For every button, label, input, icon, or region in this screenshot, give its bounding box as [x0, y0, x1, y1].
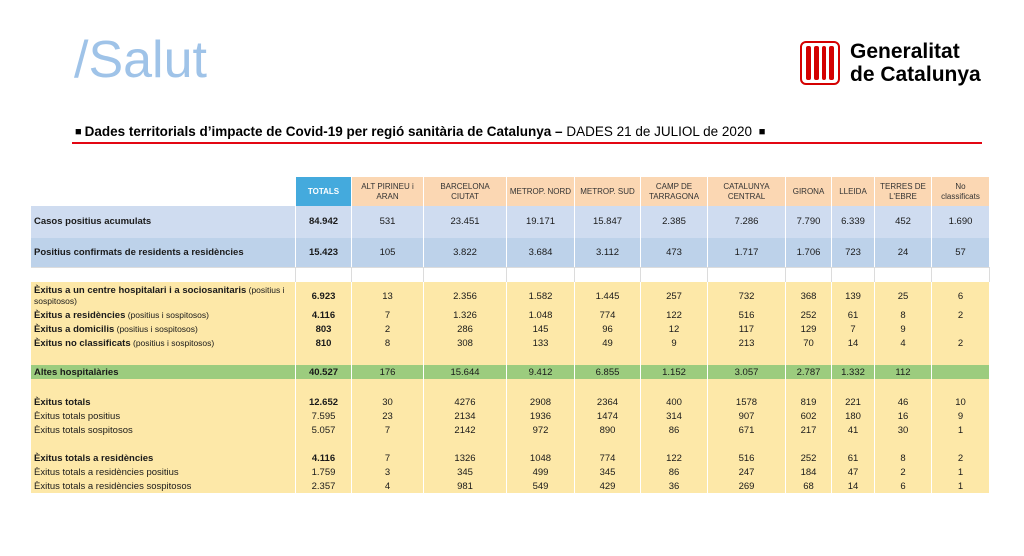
row-value: 1.717 — [708, 238, 786, 267]
table-row-exitus-res — [31, 308, 990, 322]
row-label — [31, 308, 296, 322]
spacer-cell — [832, 350, 875, 365]
salut-logo-text: /Salut — [74, 31, 207, 89]
row-label-text: Altes hospitalàries — [34, 366, 119, 378]
row-value: 1936 — [507, 409, 575, 423]
row-total: 810 — [296, 336, 352, 350]
row-value: 9 — [932, 409, 990, 423]
spacer-cell — [641, 350, 708, 365]
row-value: 9 — [875, 322, 932, 336]
row-value: 1.445 — [575, 284, 641, 308]
row-value: 176 — [352, 365, 424, 379]
row-value: 499 — [507, 465, 575, 479]
row-value: 105 — [352, 238, 424, 267]
row-label — [31, 479, 296, 493]
spacer-cell — [708, 379, 786, 395]
row-label-note: (positius i sospitosos) — [34, 285, 285, 306]
row-value: 1326 — [424, 451, 507, 465]
row-value: 2 — [875, 465, 932, 479]
spacer-cell — [832, 379, 875, 395]
spacer-cell — [786, 437, 832, 451]
row-value: 3.684 — [507, 238, 575, 267]
row-label — [31, 423, 296, 437]
row-value: 516 — [708, 308, 786, 322]
header-label-cell — [31, 177, 296, 206]
header-region-7 — [786, 177, 832, 206]
row-value: 2 — [932, 451, 990, 465]
row-total: 40.527 — [296, 365, 352, 379]
table-row-exitus-tot-pos — [31, 409, 990, 423]
header-region-10 — [932, 177, 990, 206]
spacer-cell — [875, 350, 932, 365]
row-value: 4 — [352, 479, 424, 493]
spacer-cell — [424, 350, 507, 365]
spacer-cell — [575, 350, 641, 365]
row-label-text: Èxitus no classificats — [34, 337, 131, 349]
row-value: 269 — [708, 479, 786, 493]
row-value: 184 — [786, 465, 832, 479]
row-label — [31, 284, 296, 308]
spacer-cell — [575, 437, 641, 451]
table-row-altes — [31, 365, 990, 379]
header-region-line: L'EBRE — [889, 191, 917, 201]
row-value: 6.855 — [575, 365, 641, 379]
header-region-line: LLEIDA — [839, 186, 867, 196]
header-region-4 — [575, 177, 641, 206]
spacer-cell — [575, 379, 641, 395]
row-value: 2 — [932, 336, 990, 350]
row-total: 4.116 — [296, 308, 352, 322]
table-row-casos — [31, 206, 990, 236]
header-region-9 — [875, 177, 932, 206]
row-total: 12.652 — [296, 395, 352, 409]
row-value: 252 — [786, 451, 832, 465]
row-label-text: Èxitus totals a residències sospitosos — [34, 480, 192, 492]
row-value: 12 — [641, 322, 708, 336]
row-value: 2142 — [424, 423, 507, 437]
spacer-cell — [31, 437, 296, 451]
row-value: 1 — [932, 423, 990, 437]
row-total: 84.942 — [296, 206, 352, 236]
row-value: 252 — [786, 308, 832, 322]
row-label — [31, 238, 296, 267]
spacer-cell — [296, 350, 352, 365]
row-label — [31, 395, 296, 409]
row-value: 732 — [708, 284, 786, 308]
row-value: 368 — [786, 284, 832, 308]
row-value: 41 — [832, 423, 875, 437]
row-value: 819 — [786, 395, 832, 409]
spacer-cell — [875, 437, 932, 451]
row-value: 3.112 — [575, 238, 641, 267]
row-value: 4276 — [424, 395, 507, 409]
spacer-cell — [932, 267, 990, 282]
spacer-cell — [352, 379, 424, 395]
row-value: 345 — [575, 465, 641, 479]
row-value: 8 — [352, 336, 424, 350]
spacer-cell — [708, 350, 786, 365]
spacer-cell — [352, 437, 424, 451]
row-value: 531 — [352, 206, 424, 236]
spacer-cell — [832, 437, 875, 451]
row-value: 1.582 — [507, 284, 575, 308]
row-value: 345 — [424, 465, 507, 479]
row-value: 30 — [875, 423, 932, 437]
row-label-text: Èxitus totals a residències positius — [34, 466, 179, 478]
row-value: 213 — [708, 336, 786, 350]
row-total: 4.116 — [296, 451, 352, 465]
row-value: 400 — [641, 395, 708, 409]
bullet-square-icon: ■ — [75, 126, 82, 138]
row-total: 7.595 — [296, 409, 352, 423]
table-row-exitus-dom — [31, 322, 990, 336]
headline-date: DADES 21 de JULIOL de 2020 — [566, 124, 752, 139]
spacer-cell — [424, 267, 507, 282]
row-value: 774 — [575, 451, 641, 465]
header-region-line: TERRES DE — [880, 181, 926, 191]
row-label-text: Èxitus a domicilis — [34, 323, 115, 335]
row-value: 1 — [932, 465, 990, 479]
spacer-cell — [296, 379, 352, 395]
row-value: 314 — [641, 409, 708, 423]
row-value: 23 — [352, 409, 424, 423]
row-value: 2364 — [575, 395, 641, 409]
row-value: 7 — [352, 451, 424, 465]
row-value: 1.048 — [507, 308, 575, 322]
generalitat-name-line2: de Catalunya — [850, 63, 981, 86]
header-region-8 — [832, 177, 875, 206]
table-row-positius-res — [31, 238, 990, 267]
row-value: 30 — [352, 395, 424, 409]
table-row-exitus-tot-res-pos — [31, 465, 990, 479]
row-value: 6 — [875, 479, 932, 493]
headline-title: Dades territorials d’impacte de Covid-19 per regió sanitària de Catalunya – — [84, 124, 563, 139]
table-row-exitus-tot-res — [31, 451, 990, 465]
header-region-3 — [507, 177, 575, 206]
header-region-2 — [424, 177, 507, 206]
row-label-text: Èxitus a residències — [34, 309, 126, 321]
row-label-text: Èxitus totals a residències — [34, 452, 154, 464]
row-value: 9.412 — [507, 365, 575, 379]
row-value: 981 — [424, 479, 507, 493]
spacer-cell — [424, 379, 507, 395]
row-value: 2 — [352, 322, 424, 336]
row-value: 86 — [641, 465, 708, 479]
row-value: 47 — [832, 465, 875, 479]
spacer-cell — [296, 267, 352, 282]
row-value: 286 — [424, 322, 507, 336]
spacer-cell — [832, 267, 875, 282]
row-value: 19.171 — [507, 206, 575, 236]
row-value: 7.790 — [786, 206, 832, 236]
row-value: 15.644 — [424, 365, 507, 379]
row-value: 133 — [507, 336, 575, 350]
row-value: 429 — [575, 479, 641, 493]
table-header-row — [31, 177, 990, 206]
row-value: 68 — [786, 479, 832, 493]
row-value: 15.847 — [575, 206, 641, 236]
row-value: 8 — [875, 451, 932, 465]
row-value: 1474 — [575, 409, 641, 423]
row-value: 1.152 — [641, 365, 708, 379]
spacer-cell — [708, 267, 786, 282]
spacer-cell — [31, 379, 296, 395]
row-value: 1.706 — [786, 238, 832, 267]
table-row-exitus-tot — [31, 395, 990, 409]
row-label — [31, 322, 296, 336]
row-value: 122 — [641, 451, 708, 465]
spacer-cell — [352, 267, 424, 282]
row-value: 8 — [875, 308, 932, 322]
row-value: 145 — [507, 322, 575, 336]
header-region-line: CENTRAL — [727, 191, 766, 201]
row-total: 2.357 — [296, 479, 352, 493]
header-region-line: GIRONA — [792, 186, 825, 196]
row-label-text: Èxitus a un centre hospitalari i a sociosanitaris — [34, 285, 247, 296]
spacer-cell — [507, 267, 575, 282]
spacer-cell — [575, 267, 641, 282]
row-value: 774 — [575, 308, 641, 322]
row-value: 2.356 — [424, 284, 507, 308]
spacer-cell — [932, 379, 990, 395]
row-value: 7.286 — [708, 206, 786, 236]
row-value: 180 — [832, 409, 875, 423]
row-value: 70 — [786, 336, 832, 350]
row-label — [31, 336, 296, 350]
row-value: 14 — [832, 336, 875, 350]
row-value: 1.326 — [424, 308, 507, 322]
row-value: 221 — [832, 395, 875, 409]
header-region-line: CIUTAT — [451, 191, 479, 201]
row-value: 7 — [352, 423, 424, 437]
spacer-cell — [786, 267, 832, 282]
row-label-note: (positius i sospitosos) — [114, 323, 198, 334]
row-value: 46 — [875, 395, 932, 409]
row-label — [31, 465, 296, 479]
row-label-note: (positius i sospitosos) — [130, 337, 215, 348]
table-row-exitus-nc — [31, 336, 990, 350]
row-value: 96 — [575, 322, 641, 336]
spacer-cell — [352, 350, 424, 365]
row-value: 671 — [708, 423, 786, 437]
spacer-cell — [641, 437, 708, 451]
generalitat-name — [850, 40, 981, 86]
row-value: 2134 — [424, 409, 507, 423]
row-label-note: (positius i sospitosos) — [125, 309, 209, 320]
header-region-line: METROP. NORD — [509, 186, 572, 196]
generalitat-logo — [800, 40, 981, 86]
spacer-cell — [424, 437, 507, 451]
spacer-cell — [31, 267, 296, 282]
bullet-square-icon: ■ — [758, 126, 766, 138]
row-value: 57 — [932, 238, 990, 267]
spacer-row — [31, 437, 990, 451]
row-label-text: Positius confirmats de residents a residències — [34, 247, 244, 258]
row-value: 61 — [832, 451, 875, 465]
header-region-line: No — [955, 181, 966, 191]
row-value: 13 — [352, 284, 424, 308]
header-region-line: classificats — [941, 191, 980, 201]
row-value: 1578 — [708, 395, 786, 409]
row-total: 6.923 — [296, 284, 352, 308]
row-value: 602 — [786, 409, 832, 423]
row-value: 122 — [641, 308, 708, 322]
spacer-cell — [507, 379, 575, 395]
row-value: 257 — [641, 284, 708, 308]
row-value: 1 — [932, 479, 990, 493]
row-label — [31, 409, 296, 423]
row-total: 1.759 — [296, 465, 352, 479]
row-label — [31, 206, 296, 236]
spacer-cell — [875, 379, 932, 395]
row-value: 49 — [575, 336, 641, 350]
spacer-row — [31, 379, 990, 395]
row-value: 6.339 — [832, 206, 875, 236]
row-value: 2.385 — [641, 206, 708, 236]
row-value: 16 — [875, 409, 932, 423]
header-region-line: TARRAGONA — [648, 191, 700, 201]
row-value: 23.451 — [424, 206, 507, 236]
header-region-line: METROP. SUD — [580, 186, 635, 196]
spacer-cell — [641, 379, 708, 395]
row-value: 217 — [786, 423, 832, 437]
spacer-cell — [875, 267, 932, 282]
header-region-1 — [352, 177, 424, 206]
header-region-line: BARCELONA — [440, 181, 490, 191]
table-row-exitus-tot-sos — [31, 423, 990, 437]
row-value: 308 — [424, 336, 507, 350]
spacer-row — [31, 350, 990, 365]
header-region-5 — [641, 177, 708, 206]
row-label-text: Èxitus totals — [34, 396, 91, 408]
blank-row — [31, 267, 990, 282]
row-value: 473 — [641, 238, 708, 267]
row-value: 14 — [832, 479, 875, 493]
row-value — [932, 322, 990, 336]
row-value: 112 — [875, 365, 932, 379]
row-value: 6 — [932, 284, 990, 308]
row-label — [31, 451, 296, 465]
row-value: 890 — [575, 423, 641, 437]
spacer-cell — [932, 437, 990, 451]
spacer-cell — [708, 437, 786, 451]
row-value: 139 — [832, 284, 875, 308]
row-value: 1.332 — [832, 365, 875, 379]
header-region-line: CATALUNYA — [723, 181, 770, 191]
row-value: 36 — [641, 479, 708, 493]
row-value: 3.822 — [424, 238, 507, 267]
row-value: 549 — [507, 479, 575, 493]
header-totals: TOTALS — [296, 177, 352, 206]
spacer-cell — [786, 350, 832, 365]
spacer-cell — [296, 437, 352, 451]
row-value: 516 — [708, 451, 786, 465]
row-value: 4 — [875, 336, 932, 350]
row-value: 9 — [641, 336, 708, 350]
row-value: 2 — [932, 308, 990, 322]
page-headline — [72, 124, 982, 144]
row-value: 3 — [352, 465, 424, 479]
spacer-cell — [507, 350, 575, 365]
spacer-cell — [641, 267, 708, 282]
row-label-text: Èxitus totals sospitosos — [34, 424, 133, 436]
row-value: 25 — [875, 284, 932, 308]
row-value: 723 — [832, 238, 875, 267]
spacer-cell — [507, 437, 575, 451]
row-value: 117 — [708, 322, 786, 336]
gencat-four-bars-logo — [800, 41, 840, 85]
row-value: 61 — [832, 308, 875, 322]
table-row-exitus-tot-res-sos — [31, 479, 990, 493]
row-label — [31, 365, 296, 379]
spacer-cell — [786, 379, 832, 395]
row-value: 2908 — [507, 395, 575, 409]
covid-data-table — [31, 177, 990, 493]
row-total: 15.423 — [296, 238, 352, 267]
row-value: 2.787 — [786, 365, 832, 379]
row-total: 5.057 — [296, 423, 352, 437]
row-label-text: Èxitus totals positius — [34, 410, 121, 422]
row-value: 10 — [932, 395, 990, 409]
row-label-text: Casos positius acumulats — [34, 215, 152, 227]
row-value: 24 — [875, 238, 932, 267]
row-value: 86 — [641, 423, 708, 437]
row-value: 972 — [507, 423, 575, 437]
row-value — [932, 365, 990, 379]
header-region-line: ARAN — [376, 191, 399, 201]
header-region-line: ALT PIRINEU i — [361, 181, 414, 191]
row-total: 803 — [296, 322, 352, 336]
spacer-cell — [932, 350, 990, 365]
row-value: 7 — [352, 308, 424, 322]
row-value: 1048 — [507, 451, 575, 465]
row-value: 452 — [875, 206, 932, 236]
header-region-line: CAMP DE — [655, 181, 693, 191]
row-value: 1.690 — [932, 206, 990, 236]
spacer-cell — [31, 350, 296, 365]
row-value: 247 — [708, 465, 786, 479]
generalitat-name-line1: Generalitat — [850, 40, 960, 63]
table-row-exitus-centre — [31, 284, 990, 308]
row-value: 3.057 — [708, 365, 786, 379]
row-value: 907 — [708, 409, 786, 423]
header-region-6 — [708, 177, 786, 206]
row-value: 7 — [832, 322, 875, 336]
row-value: 129 — [786, 322, 832, 336]
